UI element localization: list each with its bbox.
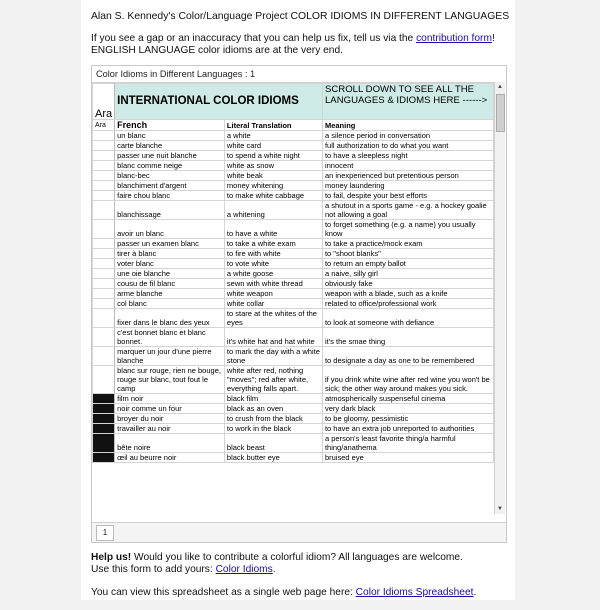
french-cell[interactable]: un blanc — [115, 131, 225, 141]
column-header-literal: Literal Translation — [224, 120, 322, 131]
table-row — [93, 366, 494, 394]
scrollbar-thumb[interactable] — [496, 94, 505, 132]
french-cell[interactable]: blanc comme neige — [115, 161, 225, 171]
scroll-hint: SCROLL DOWN TO SEE ALL THE LANGUAGES & IDIOMS HERE ------> — [322, 84, 493, 120]
row-header-cell[interactable] — [93, 141, 115, 151]
table-row — [93, 220, 494, 239]
literal-cell[interactable]: white after red, nothing "moves"; red after white, everything falls apart. — [224, 366, 322, 394]
row-header-cell[interactable] — [93, 299, 115, 309]
spreadsheet-title: Color Idioms in Different Languages : 1 — [96, 69, 256, 79]
table-row — [93, 289, 494, 299]
row-header-cell[interactable] — [93, 171, 115, 181]
table-row — [93, 191, 494, 201]
literal-cell[interactable]: to crush from the black — [224, 414, 322, 424]
row-header-cell[interactable] — [93, 434, 115, 453]
row-header-cell[interactable] — [93, 191, 115, 201]
literal-cell[interactable]: to make white cabbage — [224, 191, 322, 201]
table-row — [93, 269, 494, 279]
french-cell[interactable]: voter blanc — [115, 259, 225, 269]
row-header-cell[interactable] — [93, 366, 115, 394]
row-header-cell[interactable] — [93, 249, 115, 259]
row-stub-header: Ara — [93, 120, 115, 131]
french-cell[interactable]: œil au beurre noir — [115, 453, 225, 463]
row-header-cell[interactable] — [93, 453, 115, 463]
help-paragraph — [91, 552, 511, 576]
literal-cell[interactable]: a white goose — [224, 269, 322, 279]
color-idioms-form-link[interactable]: Color Idioms — [215, 564, 273, 575]
table-row — [93, 453, 494, 463]
column-header-meaning: Meaning — [322, 120, 493, 131]
spreadsheet-page-link[interactable]: Color Idioms Spreadsheet — [355, 587, 474, 598]
meaning-cell[interactable]: an inexperienced but pretentious person — [322, 171, 493, 181]
table-row — [93, 161, 494, 171]
banner-row — [93, 84, 494, 120]
literal-cell[interactable]: it's white hat and hat white — [224, 328, 322, 347]
row-header-cell[interactable] — [93, 279, 115, 289]
table-row — [93, 309, 494, 328]
column-header-french: French — [115, 120, 225, 131]
meaning-cell[interactable]: weapon with a blade, such as a knife — [322, 289, 493, 299]
french-cell[interactable]: travailler au noir — [115, 424, 225, 434]
meaning-cell[interactable]: obviously fake — [322, 279, 493, 289]
literal-cell[interactable]: to mark the day with a white stone — [224, 347, 322, 366]
french-cell[interactable]: c'est bonnet blanc et blanc bonnet. — [115, 328, 225, 347]
idiom-table — [92, 83, 494, 463]
contribution-form-link[interactable]: contribution form — [416, 33, 492, 44]
meaning-cell[interactable]: to fail, despite your best efforts — [322, 191, 493, 201]
intro-text-end: ! — [491, 33, 495, 44]
literal-cell[interactable]: a white — [224, 131, 322, 141]
literal-cell[interactable]: black as an oven — [224, 404, 322, 414]
literal-cell[interactable]: to spend a white night — [224, 151, 322, 161]
help-heading: Help us! — [91, 552, 132, 563]
french-cell[interactable]: blanc sur rouge, rien ne bouge, rouge sur blanc, tout fout le camp — [115, 366, 225, 394]
spreadsheet-grid[interactable] — [92, 82, 494, 515]
view-text-end: . — [473, 587, 477, 598]
french-cell[interactable]: avoir un blanc — [115, 220, 225, 239]
meaning-cell[interactable]: it's the smae thing — [322, 328, 493, 347]
literal-cell[interactable]: white weapon — [224, 289, 322, 299]
table-row — [93, 181, 494, 191]
french-cell[interactable]: marquer un jour d'une pierre blanche — [115, 347, 225, 366]
intro-text — [91, 33, 511, 57]
french-cell[interactable]: carte blanche — [115, 141, 225, 151]
meaning-cell[interactable]: to look at someone with defiance — [322, 309, 493, 328]
literal-cell[interactable]: sewn with white thread — [224, 279, 322, 289]
row-header-cell[interactable] — [93, 404, 115, 414]
table-row — [93, 249, 494, 259]
literal-cell[interactable]: to have a white — [224, 220, 322, 239]
literal-cell[interactable]: black beast — [224, 434, 322, 453]
meaning-cell[interactable]: innocent — [322, 161, 493, 171]
french-cell[interactable]: passer un examen blanc — [115, 239, 225, 249]
meaning-cell[interactable]: bruised eye — [322, 453, 493, 463]
row-header-cell[interactable] — [93, 414, 115, 424]
row-header-cell[interactable] — [93, 269, 115, 279]
table-row — [93, 394, 494, 404]
literal-cell[interactable]: to take a white exam — [224, 239, 322, 249]
table-row — [93, 259, 494, 269]
meaning-cell[interactable]: to forget something (e.g. a name) you usually know — [322, 220, 493, 239]
row-header-cell[interactable] — [93, 309, 115, 328]
literal-cell[interactable]: to vote white — [224, 259, 322, 269]
french-cell[interactable]: col blanc — [115, 299, 225, 309]
table-row — [93, 404, 494, 414]
meaning-cell[interactable]: to have a sleepless night — [322, 151, 493, 161]
french-cell[interactable]: cousu de fil blanc — [115, 279, 225, 289]
meaning-cell[interactable]: related to office/professional work — [322, 299, 493, 309]
page-title: Alan S. Kennedy's Color/Language Project COLOR IDIOMS IN DIFFERENT LANGUAGES — [91, 11, 510, 22]
meaning-cell[interactable]: to return an empty ballot — [322, 259, 493, 269]
meaning-cell[interactable]: if you drink white wine after red wine you won't be sick; the other way around makes you sick. — [322, 366, 493, 394]
row-header-cell[interactable] — [93, 181, 115, 191]
table-row — [93, 131, 494, 141]
meaning-cell[interactable]: to designate a day as one to be remembered — [322, 347, 493, 366]
meaning-cell[interactable]: very dark black — [322, 404, 493, 414]
table-row — [93, 424, 494, 434]
meaning-cell[interactable]: a person's least favorite thing/a harmful thing/anathema — [322, 434, 493, 453]
meaning-cell[interactable]: money laundering — [322, 181, 493, 191]
meaning-cell[interactable]: to be gloomy, pessimistic — [322, 414, 493, 424]
row-header-cell[interactable] — [93, 347, 115, 366]
table-row — [93, 201, 494, 220]
french-cell[interactable]: film noir — [115, 394, 225, 404]
scroll-up-icon[interactable]: ▲ — [497, 84, 503, 90]
meaning-cell[interactable]: to take a practice/mock exam — [322, 239, 493, 249]
table-row — [93, 141, 494, 151]
french-cell[interactable]: une oie blanche — [115, 269, 225, 279]
french-cell[interactable]: tirer à blanc — [115, 249, 225, 259]
intro-english-note: ENGLISH LANGUAGE color idioms are at the very end. — [91, 45, 343, 56]
banner-title: INTERNATIONAL COLOR IDIOMS — [115, 84, 323, 120]
row-header-cell[interactable] — [93, 220, 115, 239]
row-header-cell[interactable] — [93, 259, 115, 269]
table-row — [93, 414, 494, 424]
row-header-cell[interactable] — [93, 289, 115, 299]
table-row — [93, 299, 494, 309]
sheet-tabs — [92, 522, 506, 543]
meaning-cell[interactable]: to "shoot blanks" — [322, 249, 493, 259]
french-cell[interactable]: blanchissage — [115, 201, 225, 220]
literal-cell[interactable]: money whitening — [224, 181, 322, 191]
spreadsheet-embed — [91, 65, 507, 543]
french-cell[interactable]: arme blanche — [115, 289, 225, 299]
literal-cell[interactable]: white beak — [224, 171, 322, 181]
form-text-end: . — [272, 564, 276, 575]
literal-cell[interactable]: to work in the black — [224, 424, 322, 434]
meaning-cell[interactable]: a silence period in conversation — [322, 131, 493, 141]
table-row — [93, 434, 494, 453]
form-text: Use this form to add yours: — [91, 564, 216, 575]
page — [81, 0, 515, 600]
literal-cell[interactable]: to stare at the whites of the eyes — [224, 309, 322, 328]
vertical-scrollbar[interactable] — [494, 82, 505, 514]
french-cell[interactable]: blanc-bec — [115, 171, 225, 181]
view-paragraph — [91, 587, 511, 599]
table-row — [93, 328, 494, 347]
french-cell[interactable]: fixer dans le blanc des yeux — [115, 309, 225, 328]
row-header-cell[interactable] — [93, 151, 115, 161]
table-row — [93, 171, 494, 181]
header-row — [93, 120, 494, 131]
meaning-cell[interactable]: a shutout in a sports game - e.g. a hockey goalie not allowing a goal — [322, 201, 493, 220]
view-text: You can view this spreadsheet as a single web page here: — [91, 587, 356, 598]
french-cell[interactable]: noir comme un four — [115, 404, 225, 414]
french-cell[interactable]: bête noire — [115, 434, 225, 453]
french-cell[interactable]: passer une nuit blanche — [115, 151, 225, 161]
french-cell[interactable]: faire chou blanc — [115, 191, 225, 201]
literal-cell[interactable]: black film — [224, 394, 322, 404]
french-cell[interactable]: blanchiment d'argent — [115, 181, 225, 191]
row-header-cell[interactable] — [93, 131, 115, 141]
scroll-down-icon[interactable]: ▼ — [497, 506, 503, 512]
help-text: Would you like to contribute a colorful idiom? All languages are welcome. — [131, 552, 463, 563]
literal-cell[interactable]: black butter eye — [224, 453, 322, 463]
literal-cell[interactable]: to fire with white — [224, 249, 322, 259]
row-header-cell[interactable] — [93, 161, 115, 171]
row-stub-top: Ara — [93, 84, 115, 120]
meaning-cell[interactable]: full authorization to do what you want — [322, 141, 493, 151]
row-header-cell[interactable] — [93, 239, 115, 249]
literal-cell[interactable]: white collar — [224, 299, 322, 309]
table-row — [93, 347, 494, 366]
intro-text-start: If you see a gap or an inaccuracy that you can help us fix, tell us via the — [91, 33, 417, 44]
french-cell[interactable]: broyer du noir — [115, 414, 225, 424]
footer — [91, 552, 511, 610]
row-header-cell[interactable] — [93, 394, 115, 404]
sheet-tab-1[interactable]: 1 — [96, 525, 114, 541]
literal-cell[interactable]: a whitening — [224, 201, 322, 220]
meaning-cell[interactable]: to have an extra job unreported to authorities — [322, 424, 493, 434]
meaning-cell[interactable]: a naive, silly girl — [322, 269, 493, 279]
literal-cell[interactable]: white card — [224, 141, 322, 151]
meaning-cell[interactable]: atmospherically suspenseful cinema — [322, 394, 493, 404]
row-header-cell[interactable] — [93, 424, 115, 434]
literal-cell[interactable]: white as snow — [224, 161, 322, 171]
row-header-cell[interactable] — [93, 201, 115, 220]
table-row — [93, 151, 494, 161]
row-header-cell[interactable] — [93, 328, 115, 347]
table-row — [93, 279, 494, 289]
table-row — [93, 239, 494, 249]
